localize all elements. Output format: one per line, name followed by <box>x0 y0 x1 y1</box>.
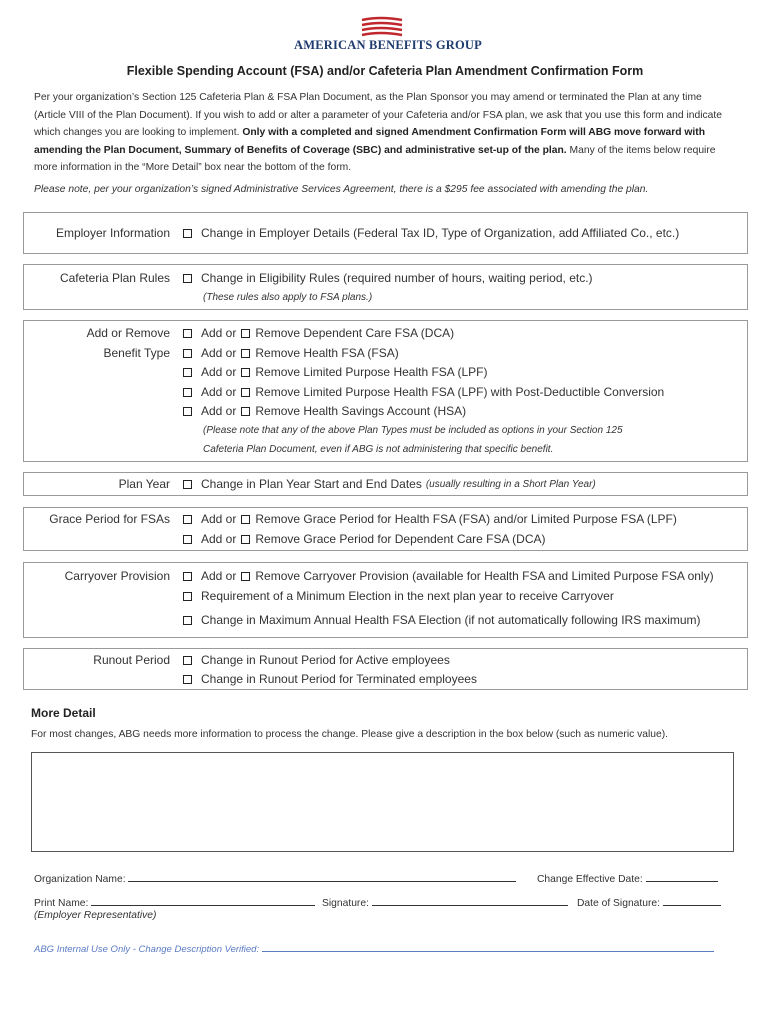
cafeteria-label: Cafeteria Plan Rules <box>59 271 170 285</box>
benefit-option[interactable]: Add or Remove Limited Purpose Health FSA (LPF) with Post-Deductible Conversion <box>183 385 664 399</box>
remove-checkbox[interactable] <box>241 515 250 524</box>
benefit-note-line2: Cafeteria Plan Document, even if ABG is not administering that specific benefit. <box>203 444 554 455</box>
signature-date-line[interactable] <box>663 895 721 906</box>
intro-paragraph <box>34 89 734 177</box>
remove-checkbox[interactable] <box>241 349 250 358</box>
remove-checkbox[interactable] <box>241 572 250 581</box>
plan-year-label: Plan Year <box>118 477 170 491</box>
carryover-option[interactable]: Requirement of a Minimum Election in the next plan year to receive Carryover <box>183 589 614 603</box>
cafeteria-note: (These rules also apply to FSA plans.) <box>203 292 373 303</box>
company-logo <box>290 16 480 56</box>
employer-label: Employer Information <box>55 226 170 240</box>
grace-option[interactable]: Add or Remove Grace Period for Dependent Care FSA (DCA) <box>183 532 546 546</box>
intro-text: Per your organization’s Section 125 Cafeteria Plan & FSA Plan Document, as the Plan Sponsor you may amend or terminated the Plan at any time (Article VIII of the Plan Document). If you wish to add or alter a parameter of your Cafeteria and/or FSA plan, we ask that you use this form and indicate which changes you are looking to implement. <box>34 92 722 138</box>
remove-checkbox[interactable] <box>241 535 250 544</box>
cafeteria-option[interactable]: Change in Eligibility Rules (required number of hours, waiting period, etc.) <box>183 271 593 285</box>
employer-option[interactable]: Change in Employer Details (Federal Tax ID, Type of Organization, add Affiliated Co., etc.) <box>183 226 679 240</box>
carryover-label: Carryover Provision <box>64 569 170 583</box>
checkbox[interactable] <box>183 656 192 665</box>
remove-checkbox[interactable] <box>241 368 250 377</box>
flag-stripes-icon <box>290 16 480 40</box>
runout-option[interactable]: Change in Runout Period for Active employees <box>183 653 450 667</box>
add-checkbox[interactable] <box>183 572 192 581</box>
benefit-option[interactable]: Add or Remove Dependent Care FSA (DCA) <box>183 326 454 340</box>
add-checkbox[interactable] <box>183 407 192 416</box>
signature-field[interactable]: Signature: <box>322 895 568 909</box>
effective-date-line[interactable] <box>646 871 718 882</box>
add-checkbox[interactable] <box>183 515 192 524</box>
checkbox[interactable] <box>183 592 192 601</box>
carryover-option[interactable]: Change in Maximum Annual Health FSA Election (if not automatically following IRS maximum) <box>183 613 701 627</box>
benefit-note-line1: (Please note that any of the above Plan Types must be included as options in your Section 125 <box>203 425 623 436</box>
benefit-label-line1: Add or Remove <box>86 326 170 340</box>
runout-option[interactable]: Change in Runout Period for Terminated employees <box>183 672 477 686</box>
runout-label: Runout Period <box>93 653 170 667</box>
benefit-option[interactable]: Add or Remove Health Savings Account (HSA) <box>183 404 466 418</box>
print-name-line[interactable] <box>91 895 315 906</box>
more-detail-instructions: For most changes, ABG needs more information to process the change. Please give a description in the box below (such as numeric value). <box>31 729 669 740</box>
benefit-label-line2: Benefit Type <box>103 346 170 360</box>
add-checkbox[interactable] <box>183 349 192 358</box>
add-checkbox[interactable] <box>183 388 192 397</box>
internal-use-blank[interactable] <box>262 941 714 952</box>
carryover-option[interactable]: Add or Remove Carryover Provision (available for Health FSA and Limited Purpose FSA only) <box>183 569 714 583</box>
add-checkbox[interactable] <box>183 329 192 338</box>
fee-note: Please note, per your organization’s signed Administrative Services Agreement, there is a $295 fee associated with amending the plan. <box>34 184 649 195</box>
org-name-field[interactable]: Organization Name: <box>34 871 516 885</box>
add-checkbox[interactable] <box>183 368 192 377</box>
intro-text-end: Many of the items below require more information in the “More Detail” box near the bottom of the form. <box>34 144 716 173</box>
checkbox[interactable] <box>183 274 192 283</box>
more-detail-textbox[interactable] <box>31 752 734 852</box>
checkbox[interactable] <box>183 616 192 625</box>
employer-rep-caption: (Employer Representative) <box>34 910 157 921</box>
checkbox[interactable] <box>183 229 192 238</box>
logo-text: AMERICAN BENEFITS GROUP <box>294 38 482 52</box>
remove-checkbox[interactable] <box>241 388 250 397</box>
internal-use-line: ABG Internal Use Only - Change Description Verified: <box>34 941 714 955</box>
benefit-option[interactable]: Add or Remove Limited Purpose Health FSA (LPF) <box>183 365 487 379</box>
signature-date-field[interactable]: Date of Signature: <box>577 895 721 909</box>
signature-line[interactable] <box>372 895 568 906</box>
checkbox[interactable] <box>183 480 192 489</box>
form-title: Flexible Spending Account (FSA) and/or Cafeteria Plan Amendment Confirmation Form <box>126 64 644 78</box>
more-detail-heading: More Detail <box>31 706 96 720</box>
benefit-option[interactable]: Add or Remove Health FSA (FSA) <box>183 346 399 360</box>
plan-year-option[interactable]: Change in Plan Year Start and End Dates (usually resulting in a Short Plan Year) <box>183 477 596 491</box>
remove-checkbox[interactable] <box>241 407 250 416</box>
intro-bold-text: Only with a completed and signed Amendment Confirmation Form will ABG move forward with amending the Plan Document, Summary of Benefits of Coverage (SBC) and administrative set-up of the plan. <box>34 127 705 156</box>
org-name-line[interactable] <box>128 871 516 882</box>
print-name-field[interactable]: Print Name: <box>34 895 315 909</box>
checkbox[interactable] <box>183 675 192 684</box>
grace-option[interactable]: Add or Remove Grace Period for Health FSA (FSA) and/or Limited Purpose FSA (LPF) <box>183 512 677 526</box>
grace-label: Grace Period for FSAs <box>49 512 170 526</box>
effective-date-field[interactable]: Change Effective Date: <box>537 871 718 885</box>
add-checkbox[interactable] <box>183 535 192 544</box>
remove-checkbox[interactable] <box>241 329 250 338</box>
